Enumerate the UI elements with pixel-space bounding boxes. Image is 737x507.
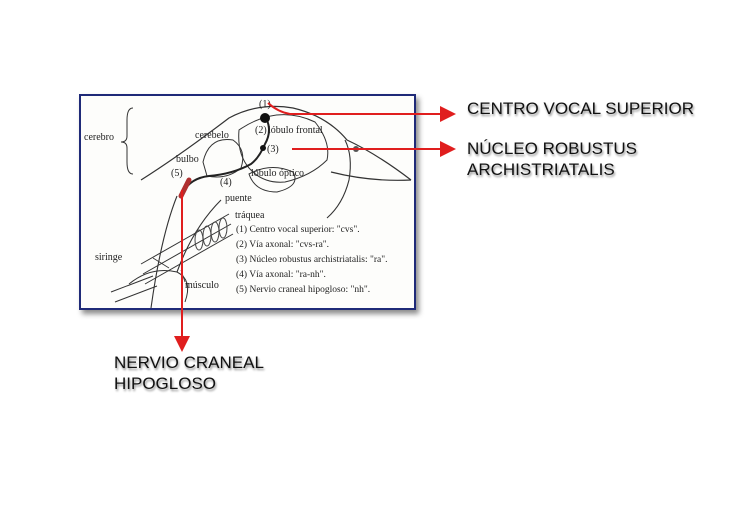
label-n1: (1) <box>259 99 271 110</box>
callout-nervio-line1: NERVIO CRANEAL <box>114 353 264 372</box>
label-cerebro: cerebro <box>84 132 114 143</box>
legend-item: (4) Vía axonal: "ra-nh". <box>236 270 326 280</box>
callout-nucleo-line1: NÚCLEO ROBUSTUS <box>467 139 638 158</box>
label-puente: puente <box>225 193 252 204</box>
label-n3: (3) <box>267 144 279 155</box>
legend-item: (5) Nervio craneal hipogloso: "nh". <box>236 285 371 295</box>
label-n4: (4) <box>220 177 232 188</box>
label-siringe: siringe <box>95 252 123 263</box>
legend-item: (3) Núcleo robustus archistriatalis: "ra". <box>236 255 388 265</box>
callout-nucleo-line2: ARCHISTRIATALIS <box>467 160 615 179</box>
callout-nervio-craneal <box>114 352 264 394</box>
label-cerebelo: cerebelo <box>195 130 229 141</box>
label-lobulo-frontal: lóbulo frontal <box>268 125 323 136</box>
legend-item: (2) Vía axonal: "cvs-ra". <box>236 240 330 250</box>
callout-nervio-line2: HIPOGLOSO <box>114 374 217 393</box>
arrow-centro-vocal <box>268 103 452 114</box>
label-traquea: tráquea <box>235 210 265 221</box>
label-n2: (2) <box>255 125 267 136</box>
callout-nucleo-robustus <box>467 138 637 180</box>
label-musculo: músculo <box>185 280 219 291</box>
label-lobulo-optico: lóbulo óptico <box>251 168 305 179</box>
callout-centro-vocal <box>467 98 694 119</box>
label-n5: (5) <box>171 168 183 179</box>
legend-item: (1) Centro vocal superior: "cvs". <box>236 225 360 235</box>
callout-centro-vocal-text: CENTRO VOCAL SUPERIOR <box>467 99 695 118</box>
label-bulbo: bulbo <box>176 154 199 165</box>
